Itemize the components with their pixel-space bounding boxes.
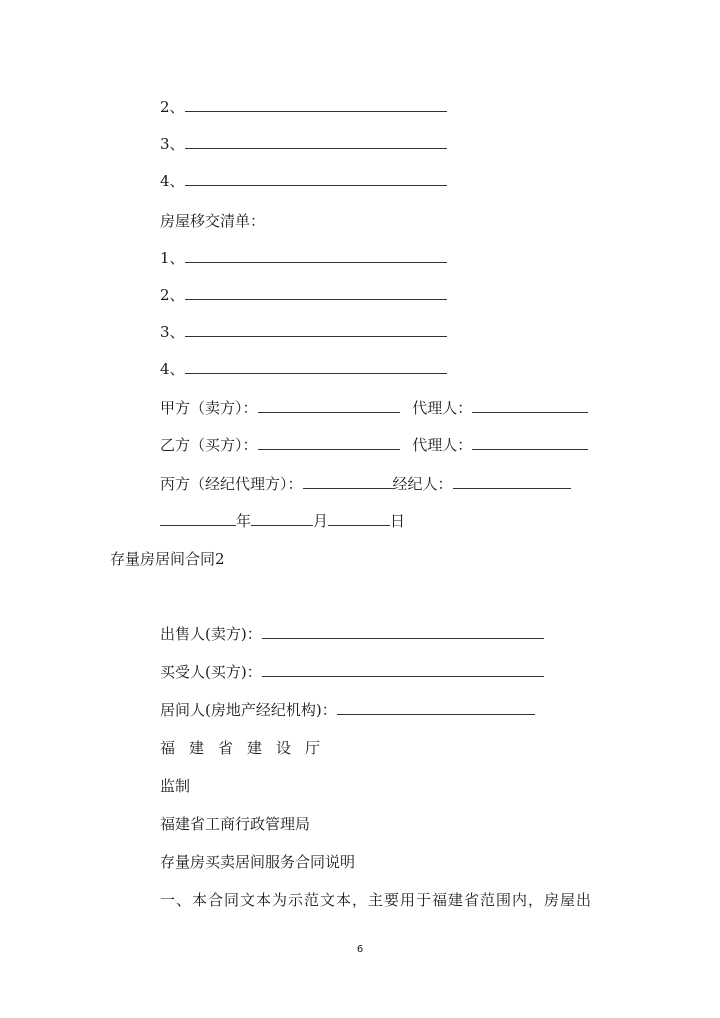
blank-line [453, 474, 571, 489]
party-a-line [160, 398, 588, 418]
blank-line [160, 511, 236, 526]
blank-line [185, 322, 447, 337]
item-number: 3、 [160, 323, 185, 341]
list-item [160, 134, 447, 154]
list-item [160, 97, 447, 117]
party-c-line [160, 474, 571, 494]
blank-line [258, 435, 400, 450]
blank-line [185, 134, 447, 149]
blank-line [328, 511, 390, 526]
explanation-paragraph: 一、本合同文本为示范文本，主要用于福建省范围内，房屋出 [160, 891, 593, 909]
blank-line [472, 398, 588, 413]
blank-line [337, 700, 535, 715]
blank-line [185, 359, 447, 374]
explanation-title: 存量房买卖居间服务合同说明 [160, 853, 356, 871]
blank-line [262, 662, 544, 677]
list-item [160, 171, 447, 191]
list-item [160, 248, 447, 268]
intermediary-label: 居间人(房地产经纪机构)： [160, 701, 337, 719]
party-c-label: 丙方（经纪代理方）： [160, 475, 303, 493]
blank-line [185, 248, 447, 263]
agent-label: 代理人： [412, 436, 473, 454]
blank-line [185, 285, 447, 300]
seller-label: 出售人(卖方)： [160, 625, 262, 643]
handover-title: 房屋移交清单： [160, 212, 266, 230]
blank-line [185, 97, 447, 112]
blank-line [185, 171, 447, 186]
item-number: 1、 [160, 249, 185, 267]
list-item [160, 359, 447, 379]
broker-label: 经纪人： [392, 475, 453, 493]
department-name: 福建省建设厅 [160, 739, 335, 757]
blank-line [251, 511, 313, 526]
item-number: 2、 [160, 286, 185, 304]
supervision-label: 监制 [160, 777, 191, 795]
buyer-line [160, 662, 544, 682]
list-item [160, 322, 447, 342]
year-label: 年 [236, 512, 252, 530]
party-a-label: 甲方（卖方）： [160, 399, 258, 417]
contract-title: 存量房居间合同2 [110, 550, 225, 568]
party-b-line [160, 435, 588, 455]
item-number: 2、 [160, 98, 185, 116]
agent-label: 代理人： [412, 399, 473, 417]
blank-line [262, 624, 544, 639]
item-number: 4、 [160, 360, 185, 378]
blank-line [303, 474, 393, 489]
item-number: 3、 [160, 135, 185, 153]
seller-line [160, 624, 544, 644]
month-label: 月 [313, 512, 329, 530]
buyer-label: 买受人(买方)： [160, 663, 262, 681]
bureau-name: 福建省工商行政管理局 [160, 815, 311, 833]
date-line [160, 511, 405, 531]
day-label: 日 [390, 512, 406, 530]
party-b-label: 乙方（买方）： [160, 436, 258, 454]
list-item [160, 285, 447, 305]
blank-line [258, 398, 400, 413]
page-number: 6 [356, 944, 364, 955]
blank-line [472, 435, 588, 450]
item-number: 4、 [160, 172, 185, 190]
intermediary-line [160, 700, 535, 720]
